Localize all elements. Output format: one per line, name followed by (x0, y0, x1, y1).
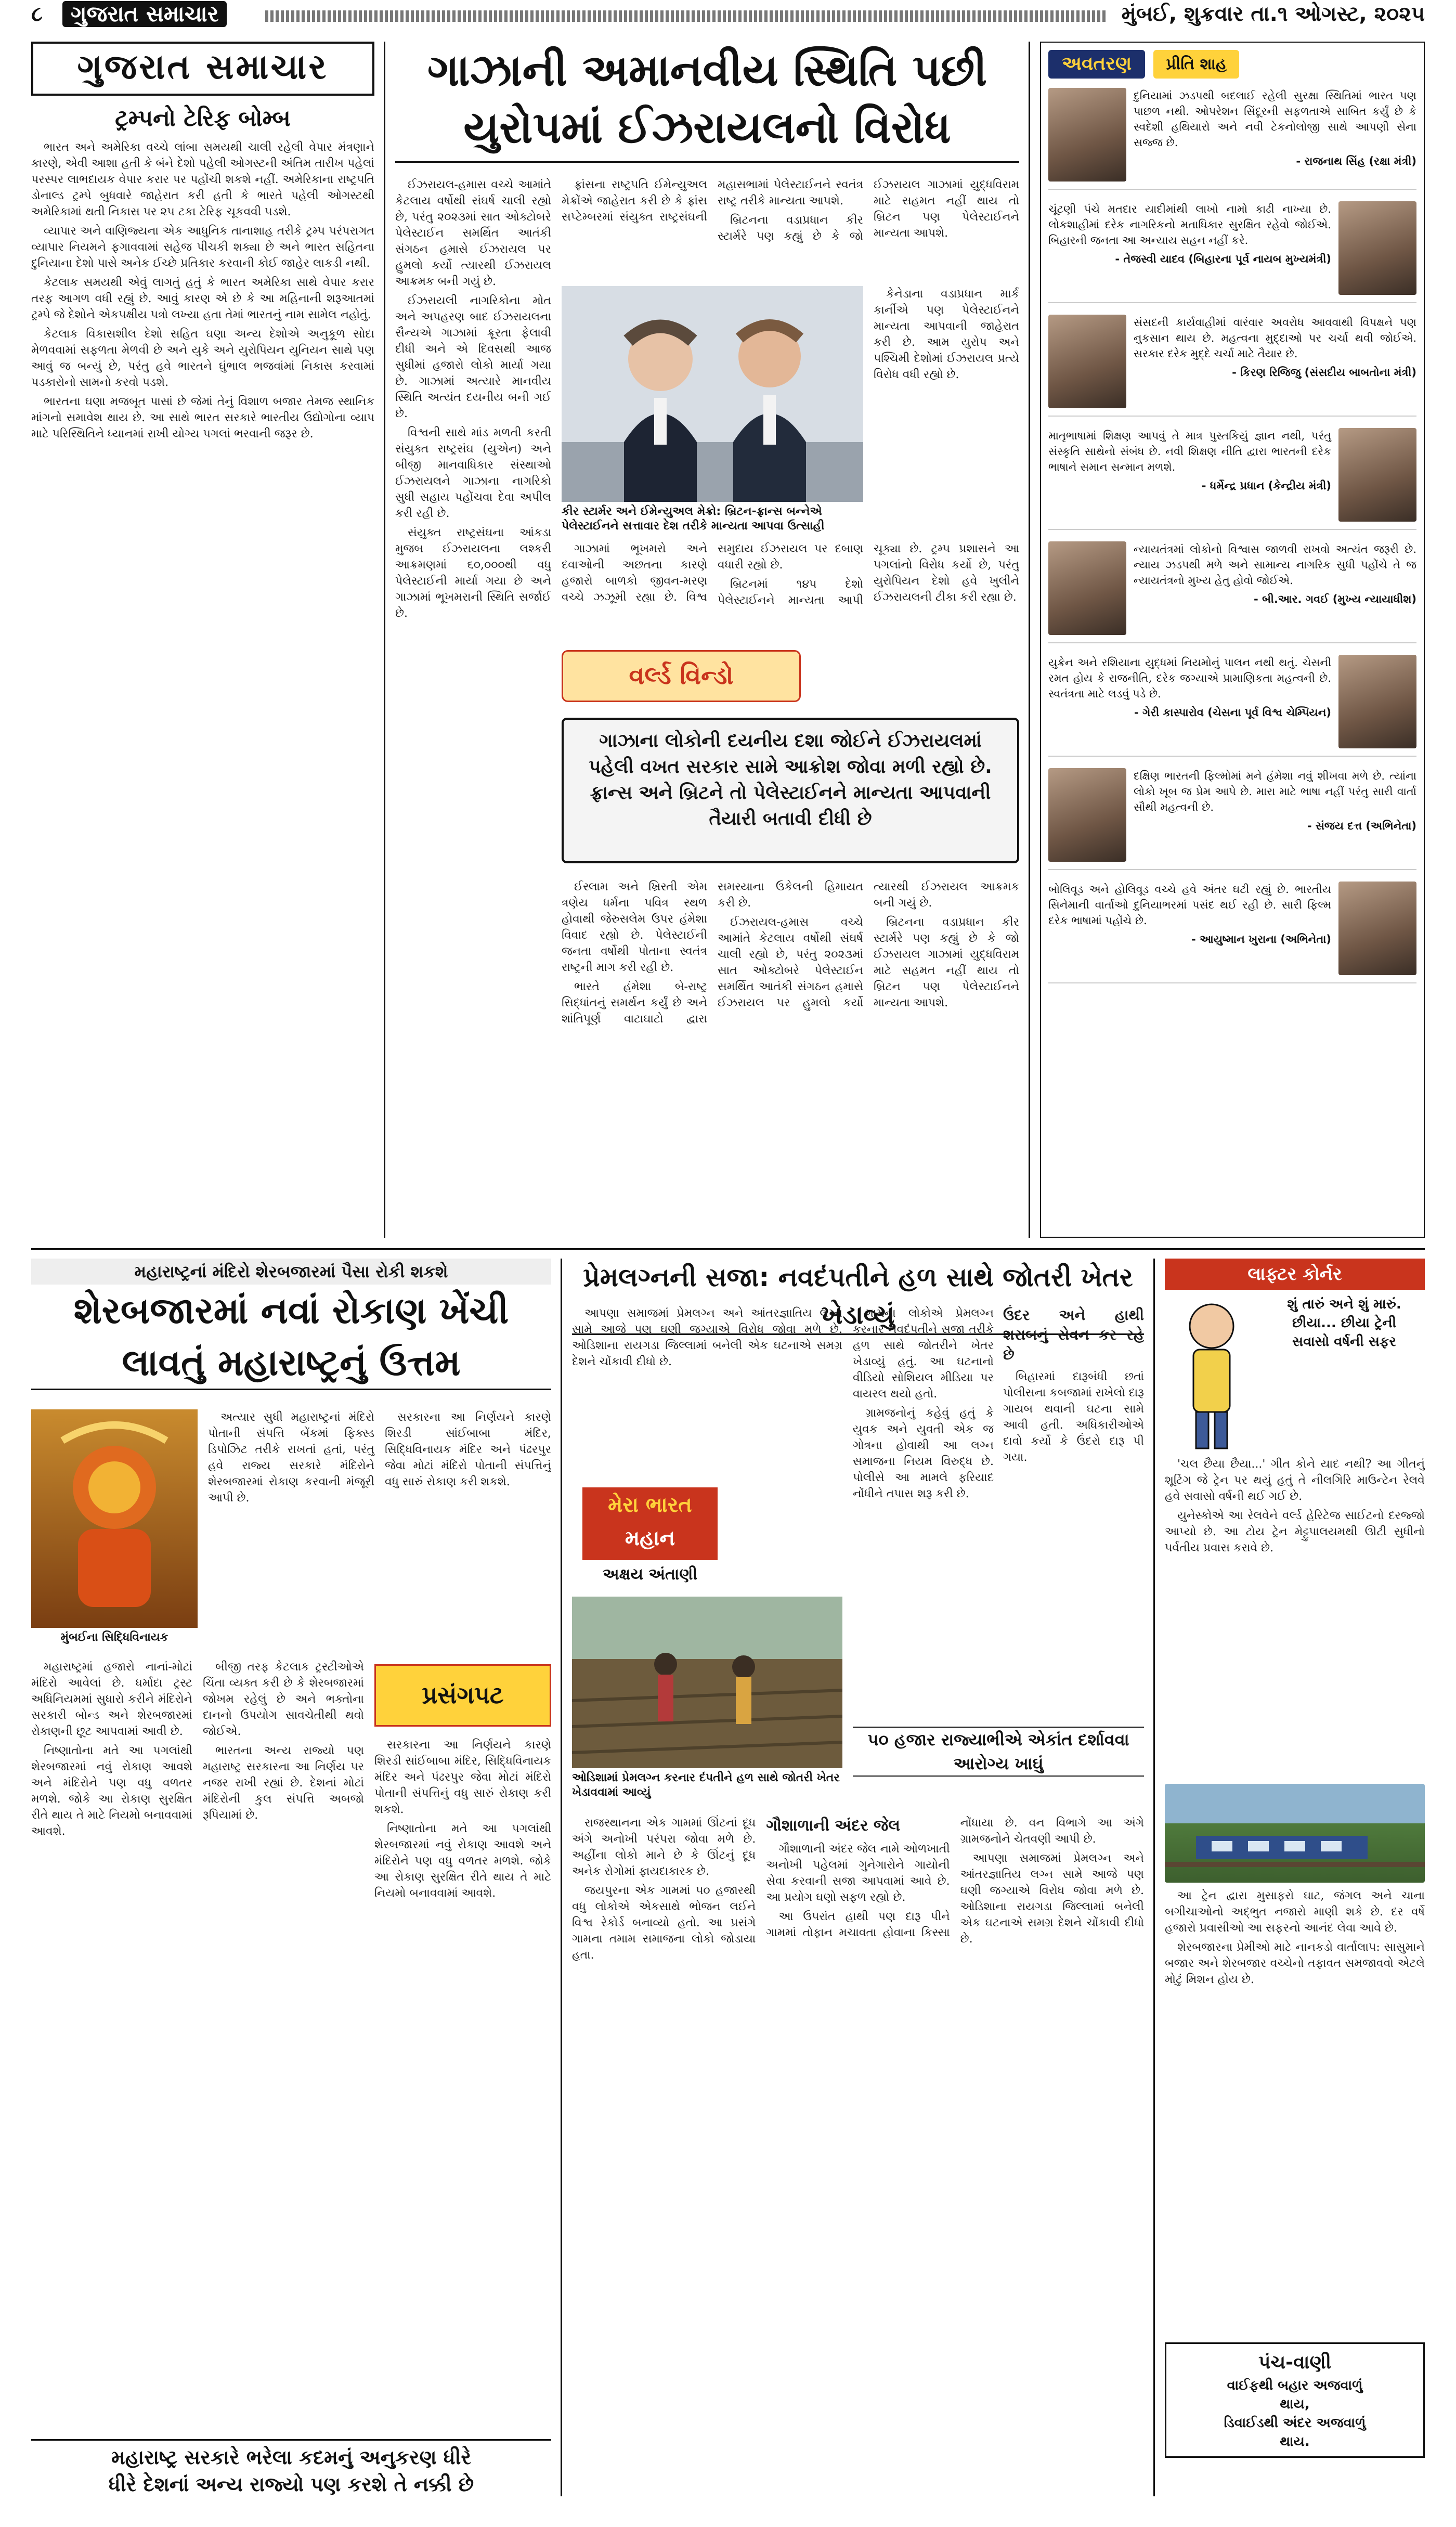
quote-item (1048, 655, 1416, 757)
quote-byline: - સંજય દત્ત (અભિનેતા) (1307, 820, 1416, 832)
lead-paragraph: કેનેડાના વડાપ્રધાન માર્ક કાર્નીએ પણ પેલેસ્ટાઈનને માન્યતા આપવાની જાહેરાત કરી છે. આમ યુરોપ અને પશ્ચિમી દેશોમાં ઈઝરાયલ પ્રત્યે વિરોધ વધી રહ્યો છે. (874, 288, 1019, 381)
column-divider (561, 1259, 562, 2496)
quote-text: ચૂંટણી પંચે મતદાર યાદીમાંથી લાખો નામો કાઢી નાખ્યા છે. લોકશાહીમાં દરેક નાગરિકનો મતાધિકાર સુરક્ષિત રહેવો જોઈએ. બિહારની જનતા આ અન્યાય સહન નહીં કરે. (1048, 203, 1331, 247)
maharashtra-closing-line1: મહારાષ્ટ્ર સરકારે ભરેલા કદમનું અનુકરણ ધીરે (111, 2446, 472, 2469)
editorial-paragraph: કેટલાક સમયથી એવું લાગતું હતું કે ભારત અમેરિકા સાથે વેપાર કરાર તરફ આગળ વધી રહ્યું છે. આવું કારણ એ છે કે આ મહિનાની શરૂઆતમાં ટ્રમ્પે જે દેશોને એકપક્ષીય પત્રો લખ્યા હતા તેમાં ભારતનું નામ સામેલ નહોતું. (31, 276, 374, 321)
leaders-photo-illustration (562, 286, 863, 502)
balloon-line: સવાસો વર્ષની સફર (1292, 1334, 1396, 1350)
premlagna-subheadline-2: ગૌશાળાની અંદર જેલ (766, 1817, 900, 1835)
quote-byline: - ધર્મેન્દ્ર પ્રધાન (કેન્દ્રીય મંત્રી) (1201, 480, 1331, 492)
field-photo (572, 1597, 842, 1768)
quote-text-block (1048, 201, 1331, 295)
lead-paragraph: ઈસ્લામ અને ખ્રિસ્તી એમ ત્રણેય ધર્મના પવિત્ર સ્થળ હોવાથી જેરુસલેમ ઉપર હંમેશા વિવાદ રહ્યો છે. પેલેસ્ટાઈની જનતા વર્ષોથી પોતાના સ્વતંત્ર રાષ્ટ્રની માગ કરી રહી છે. (562, 880, 707, 974)
editorial-paragraph: ભારત અને અમેરિકા વચ્ચે લાંબા સમયથી ચાલી રહેલી વેપાર મંત્રણાને કારણે, એવી આશા હતી કે બંને દેશો પહેલી ઓગસ્ટની અંતિમ તારીખ પહેલાં પરસ્પર લાભદાયક વેપાર કરાર પર પહોંચી શકશે નહીં. અમેરિકાના રાષ્ટ્રપતિ ડોનાલ્ડ ટ્રમ્પે બુધવારે જાહેરાત કરી હતી કે ભારતે પહેલી ઓગસ્ટથી અમેરિકામાં થતી નિકાસ પર ૨૫ ટકા ટેરિફ ચૂકવવી પડશે. (31, 141, 374, 218)
cartoon-balloon (1264, 1295, 1425, 1451)
premlagna-paragraph: આપણા સમાજમાં પ્રેમલગ્ન અને આંતરજ્ઞાતિય લગ્ન સામે આજે પણ ઘણી જગ્યાએ વિરોધ જોવા મળે છે. ઓડિશાના રાયગડા જિલ્લામાં બનેલી એક ઘટનાએ સમગ્ર દેશને ચોંકાવી દીધો છે. (960, 1852, 1144, 1946)
premlagna-subheadline: ૫૦ હજાર રાજ્યાભીએ એકાંત દર્શાવવા આરોગ્ય ખાઘું (853, 1727, 1144, 1777)
maharashtra-closing-line2: ધીરે દેશનાં અન્ય રાજ્યો પણ કરશે તે નક્કી છે (108, 2473, 474, 2496)
premlagna-intro (572, 1305, 842, 1482)
premlagna-paragraph: બિહારમાં દારૂબંધી છતાં પોલીસના કબજામાં રાખેલો દારૂ ગાયબ થવાની ઘટના સામે આવી હતી. અધિકારીઓએ દાવો કર્યો કે ઉંદરો દારૂ પી ગયા. (1003, 1370, 1144, 1464)
maharashtra-top-text (208, 1409, 551, 1628)
editorial-paragraph: કેટલાક વિકાસશીલ દેશો સહિત ઘણા અન્ય દેશોએ અનુકૂળ સોદા મેળવવામાં સફળતા મેળવી છે અને યુકે અને યુરોપિયન યુનિયન સાથે પણ આવું જ બન્યું છે, પરંતુ હવે ભારતને ઘુંભાલ ભજવાંમાં નિકાસ કરવામાં પડકારોનો સામનો કરવો પડશે. (31, 328, 374, 389)
portrait-photo (1048, 541, 1126, 635)
maharashtra-story (31, 1259, 551, 2496)
quote-text: માતૃભાષામાં શિક્ષણ આપવું તે માત્ર પુસ્તકિયું જ્ઞાન નથી, પરંતુ સંસ્કૃતિ સાથેનો સંબંધ છે. નવી શિક્ષણ નીતિ દ્વારા ભારતની દરેક ભાષાને સમાન સન્માન મળશે. (1048, 430, 1331, 473)
lead-paragraph: વિશ્વની સાથે માંડ મળતી કરતી સંયુક્ત રાષ્ટ્રસંઘ (યુએન) અને બીજી માનવાધિકાર સંસ્થાઓ ઈઝરાયલને ગાઝાના નાગરિકો સુધી સહાય પહોંચવા દેવા અપીલ કરી રહી છે. (395, 426, 551, 520)
lafter-paragraph: યુનેસ્કોએ આ રેલવેને વર્લ્ડ હેરિટેજ સાઈટનો દરજ્જો આપ્યો છે. આ ટોય ટ્રેન મેટ્ટુપાલયમથી ઊટી સુધીનો પર્વતીય પ્રવાસ કરાવે છે. (1165, 1509, 1425, 1554)
lead-right-block (562, 177, 1019, 1238)
quote-item (1048, 768, 1416, 870)
avtaran-title: અવતરણ (1048, 50, 1145, 79)
prasangpat-label: પ્રસંગપટ (422, 1681, 504, 1709)
lafter-body-2 (1165, 1888, 1425, 2335)
column-divider (1029, 42, 1030, 1238)
lead-paragraph: સંયુક્ત રાષ્ટ્રસંઘના આંકડા મુજબ ઈઝરાયલના લશ્કરી આક્રમણમાં ૬૦,૦૦૦થી વધુ પેલેસ્ટાઈની માર્યા ગયા છે અને ગાઝામાં ભૂખમરાની સ્થિતિ સર્જાઈ છે. (395, 526, 551, 620)
panch-line: વાઈફથી બહાર અજવાળું (1227, 2378, 1363, 2393)
portrait-photo (1048, 768, 1126, 862)
editorial-masthead: ગુજરાત સમાચાર (31, 42, 374, 96)
maharashtra-paragraph: સરકારના આ નિર્ણયને કારણે શિરડી સાંઈબાબા મંદિર, સિદ્ધિવિનાયક મંદિર અને પંઢરપુર જેવા મોટાં મંદિરો પોતાની સંપત્તિનું વધુ સારું રોકાણ કરી શકશે. (374, 1739, 551, 1816)
quote-item (1048, 428, 1416, 530)
lead-top-text (562, 177, 1019, 278)
premlagna-story (572, 1259, 1144, 2496)
premlagna-lower-text (572, 1815, 1144, 2486)
maharashtra-body (31, 1659, 364, 2429)
pull-quote: ગાઝાના લોકોની દયનીય દશા જોઈને ઈઝરાયલમાં પહેલી વખત સરકાર સામે આક્રોશ જોવા મળી રહ્યો છે. ફ્રાન્સ અને બ્રિટને તો પેલેસ્ટાઈનને માન્યતા આપવાની તૈયારી બતાવી દીધી છે (589, 730, 992, 830)
quote-text: દક્ષિણ ભારતની ફિલ્મોમાં મને હંમેશા નવું શીખવા મળે છે. ત્યાંના લોકો ખૂબ જ પ્રેમ આપે છે. મારા માટે ભાષા નહીં પરંતુ સારી વાર્તા સૌથી મહત્વની છે. (1134, 770, 1416, 813)
header-divider (265, 10, 1108, 22)
lead-headline-line1: ગાઝાની અમાનવીય સ્થિતિ પછી (427, 45, 987, 96)
quote-text-block (1048, 428, 1331, 522)
page-number: ૮ (31, 2, 43, 26)
premlagna-paragraph: જયપુરના એક ગામમાં ૫૦ હજારથી વધુ લોકોએ એકસાથે ભોજન લઈને વિશ્વ રેકોર્ડ બનાવ્યો હતો. આ પ્રસંગે ગામના તમામ સમાજના લોકો જોડાયા હતા. (572, 1884, 756, 1962)
mera-bharat-badge (582, 1487, 718, 1560)
premlagna-paragraph: રાજસ્થાનના એક ગામમાં ઊંટનાં દૂધ અંગે અનોખી પરંપરા જોવા મળે છે. અહીંના લોકો માને છે કે ઊંટનું દૂધ અનેક રોગોમાં ફાયદાકારક છે. (572, 1817, 756, 1878)
lead-headline-line2: યુરોપમાં ઈઝરાયલનો વિરોધ (395, 99, 1019, 163)
quote-item (1048, 882, 1416, 983)
quote-byline: - તેજસ્વી યાદવ (બિહારના પૂર્વ નાયબ મુખ્યમંત્રી) (1115, 253, 1331, 265)
maharashtra-paragraph: નિષ્ણાતોના મતે આ પગલાંથી શેરબજારમાં નવું રોકાણ આવશે અને મંદિરોને પણ વધુ વળતર મળશે. જોકે આ રોકાણ સુરક્ષિત રીતે થાય તે માટે નિયમો બનાવવામાં આવશે. (374, 1822, 551, 1900)
premlagna-subheadline-3: ઉંદર અને હાથી શરાબનું સેવન કર રહે છે (1003, 1306, 1144, 1363)
portrait-photo (1338, 428, 1416, 522)
premlagna-headline: પ્રેમલગ્નની સજા: નવદંપતીને હળ સાથે જોતરી ખેતર ખેડાવ્યું (572, 1259, 1144, 1335)
quote-text-block (1134, 315, 1416, 408)
maharashtra-paragraph: સરકારના આ નિર્ણયને કારણે શિરડી સાંઈબાબા મંદિર, સિદ્ધિવિનાયક મંદિર અને પંઢરપુર જેવા મોટાં મંદિરો પોતાની સંપત્તિનું વધુ સારું રોકાણ કરી શકશે. (385, 1411, 551, 1488)
premlagna-author: અક્ષય અંતાણી (602, 1565, 698, 1584)
editorial-paragraph: ભારતના ઘણા મજબૂત પાસાં છે જેમાં તેનું વિશાળ બજાર તેમજ સ્થાનિક માંગનો સમાવેશ થાય છે. આ સાથે ભારત સરકારે ભારતીય ઉદ્યોગોના વ્યાપ માટે પરિસ્થિતિને ધ્યાનમાં રાખી યોગ્ય પગલાં ભરવાની જરૂર છે. (31, 395, 374, 440)
quote-text: ન્યાયતંત્રમાં લોકોનો વિશ્વાસ જાળવી રાખવો અત્યંત જરૂરી છે. ન્યાય ઝડપથી મળે અને સામાન્ય નાગરિક સુધી પહોંચે તે જ ન્યાયતંત્રનો મુખ્ય હેતુ હોવો જોઈએ. (1134, 543, 1416, 587)
maharashtra-kicker: મહારાષ્ટ્રનાં મંદિરો શેરબજારમાં પૈસા રોકી શકશે (31, 1259, 551, 1285)
maharashtra-headline-line1: શેરબજારમાં નવાં રોકાણ ખેંચી (73, 1289, 509, 1332)
quote-text: યુક્રેન અને રશિયાના યુદ્ધમાં નિયમોનું પાલન નથી થતું. ચેસની રમત હોય કે રાજનીતિ, દરેક જગ્યાએ પ્રામાણિકતા મહત્વની છે. સ્વતંત્રતા માટે લડવું પડે છે. (1048, 656, 1331, 700)
cartoon-area (1165, 1295, 1425, 1451)
lead-paragraph: ઈઝરાયલ-હમાસ વચ્ચે આમાંતે કેટલાય વર્ષોથી સંઘર્ષ ચાલી રહ્યો છે, પરંતુ ૨૦૨૩માં સાત ઓક્ટોબરે પેલેસ્ટાઈન સમર્થિત આતંકી સંગઠન હમાસે ઈઝરાયલ પર હુમલો કર્યો ત્યારથી ઈઝરાયલ આક્રમક બની ગયું છે. (395, 178, 551, 288)
quote-text-block (1134, 768, 1416, 862)
quote-item (1048, 88, 1416, 190)
lead-paragraph: ફ્રાંસના રાષ્ટ્રપતિ ઈમેન્યુઅલ મેક્રોંએ જાહેરાત કરી છે કે ફ્રાંસ સપ્ટેમ્બરમાં સંયુક્ત રાષ્ટ્રસંઘની મહાસભામાં પેલેસ્ટાઈનને સ્વતંત્ર રાષ્ટ્ર તરીકે માન્યતા આપશે. (562, 178, 863, 224)
quote-text: બોલિવૂડ અને હોલિવૂડ વચ્ચે હવે અંતર ઘટી રહ્યું છે. ભારતીય સિનેમાની વાર્તાઓ દુનિયાભરમાં પસંદ થઈ રહી છે. સારી ફિલ્મ દરેક ભાષામાં પહોંચે છે. (1048, 883, 1331, 927)
premlagna-body (853, 1305, 1144, 1721)
quote-text: સંસદની કાર્યવાહીમાં વારંવાર અવરોધ આવવાથી વિપક્ષને પણ નુકસાન થાય છે. મહત્વના મુદ્દાઓ પર ચર્ચા થવી જોઈએ. સરકાર દરેક મુદ્દે ચર્ચા માટે તૈયાર છે. (1134, 316, 1416, 360)
lafter-paragraph: શેરબજારના પ્રેમીઓ માટે નાનકડો વાર્તાલાપ: સાસુમાને બજાર અને શેરબજાર વચ્ચેનો તફાવત સમજાવવો એટલે મોટું મિશન હોય છે. (1165, 1941, 1425, 1986)
panch-line: થાય, (1280, 2396, 1310, 2412)
panch-vani-box (1165, 2342, 1425, 2458)
maharashtra-side-text (374, 1737, 551, 2429)
quote-byline: - રાજનાથ સિંહ (રક્ષા મંત્રી) (1296, 155, 1416, 167)
maharashtra-paragraph: અત્યાર સુધી મહારાષ્ટ્રનાં મંદિરો પોતાની સંપત્તિ બેંકમાં ફિક્સ્ડ ડિપોઝિટ તરીકે રાખતાં હતાં, પરંતુ હવે રાજ્ય સરકારે મંદિરોને શેરબજારમાં રોકાણ કરવાની મંજૂરી આપી છે. (208, 1411, 374, 1505)
quote-text-block (1134, 88, 1416, 182)
mera-bharat-label-line1: મેરા ભારત (608, 1493, 692, 1517)
lafter-body (1165, 1456, 1425, 1779)
header-paper-name: ગુજરાત સમાચાર (62, 1, 227, 27)
portrait-photo (1338, 882, 1416, 975)
lead-paragraph: બ્રિટનમાં ૧૪૫ દેશો પેલેસ્ટાઈનને માન્યતા આપી ચૂક્યા છે. ટ્રમ્પ પ્રશાસને આ પગલાંનો વિરોધ કર્યો છે, પરંતુ યુરોપિયન દેશો હવે ખુલીને ઈઝરાયલની ટીકા કરી રહ્યા છે. (718, 542, 1019, 607)
portrait-photo (1338, 201, 1416, 295)
world-window-badge (562, 650, 801, 702)
maharashtra-headline-line2: લાવતું મહારાષ્ટ્રનું ઉત્તમ (31, 1337, 551, 1390)
avtaran-header (1048, 50, 1416, 79)
leaders-photo-caption: કીર સ્ટાર્મર અને ઈમેન્યુઅલ મેક્રો: બ્રિટન-ફ્રાન્સ બન્નેએ પેલેસ્ટાઈનને સત્તાવાર દેશ તરીકે માન્યતા આપવા ઉત્સાહી (562, 505, 825, 533)
panch-line: થાય. (1280, 2434, 1310, 2450)
portrait-photo (1338, 655, 1416, 748)
quote-text-block (1048, 655, 1331, 748)
panch-vani-title: પંચ-વાણી (1258, 2352, 1332, 2373)
lafter-corner (1165, 1259, 1425, 2496)
mera-bharat-label-line2: મહાન (625, 1526, 675, 1550)
field-photo-caption: ઓડિશામાં પ્રેમલગ્ન કરનાર દંપતીને હળ સાથે જોતરી ખેતર ખેડાવવામાં આવ્યું (572, 1771, 840, 1799)
quote-item (1048, 541, 1416, 643)
lead-column-1 (395, 177, 551, 1238)
field-illustration (572, 1597, 842, 1768)
lead-story (395, 42, 1019, 1238)
lead-paragraph: ઈઝરાયલ-હમાસ વચ્ચે આમાંતે કેટલાય વર્ષોથી સંઘર્ષ ચાલી રહ્યો છે, પરંતુ ૨૦૨૩માં સાત ઓક્ટોબરે પેલેસ્ટાઈન સમર્થિત આતંકી સંગઠન હમાસે ઈઝરાયલ પર હુમલો કર્યો ત્યારથી ઈઝરાયલ આક્રમક બની ગયું છે. (718, 880, 1019, 1009)
lafter-paragraph: 'ચલ છૈયા છૈયા...' ગીત કોને યાદ નથી? આ ગીતનું શૂટિંગ જે ટ્રેન પર થયું હતું તે નીલગિરિ માઉન્ટેન રેલવે હવે સવાસો વર્ષની થઈ ગઈ છે. (1165, 1458, 1425, 1503)
quote-item (1048, 201, 1416, 303)
maharashtra-paragraph: બીજી તરફ કેટલાક ટ્રસ્ટીઓએ ચિંતા વ્યક્ત કરી છે કે શેરબજારમાં જોખમ રહેલું છે અને ભક્તોના દાનનો ઉપયોગ સાવચેતીથી થવો જોઈએ. (203, 1661, 364, 1738)
premlagna-paragraph: ગામના લોકોએ પ્રેમલગ્ન કરનાર નવદંપતીને સજા તરીકે હળ સાથે જોતરીને ખેતર ખેડાવ્યું હતું. આ ઘટનાનો વીડિયો સોશિયલ મીડિયા પર વાયરલ થયો હતો. (853, 1307, 994, 1401)
quote-text-block (1048, 882, 1331, 975)
dateline: મુંબઈ, શુક્રવાર તા.૧ ઓગસ્ટ, ૨૦૨૫ (1121, 2, 1425, 26)
lafter-paragraph: આ ટ્રેન દ્વારા મુસાફરો ઘાટ, જંગલ અને ચાના બગીચાઓનો અદ્ભુત નજારો માણી શકે છે. દર વર્ષે હજારો પ્રવાસીઓ આ સફરનો આનંદ લેવા આવે છે. (1165, 1889, 1425, 1935)
maharashtra-paragraph: નિષ્ણાતોના મતે આ પગલાંથી શેરબજારમાં નવું રોકાણ આવશે અને મંદિરોને પણ વધુ વળતર મળશે. જોકે આ રોકાણ સુરક્ષિત રીતે થાય તે માટે નિયમો બનાવવામાં આવશે. (31, 1744, 192, 1838)
train-photo (1165, 1784, 1425, 1883)
lead-paragraph: બ્રિટનના વડાપ્રધાન કીર સ્ટાર્મરે પણ કહ્યું છે કે જો ઈઝરાયલ ગાઝામાં યુદ્ધવિરામ માટે સહમત નહીં થાય તો બ્રિટન પણ પેલેસ્ટાઈનને માન્યતા આપશે. (718, 178, 1019, 243)
maharashtra-paragraph: મહારાષ્ટ્રમાં હજારો નાનાં-મોટાં મંદિરો આવેલાં છે. ધર્માદા ટ્રસ્ટ અધિનિયમમાં સુધારો કરીને મંદિરોને સરકારી બોન્ડ અને શેરબજારમાં રોકાણની છૂટ આપવામાં આવી છે. (31, 1661, 192, 1738)
lead-side-text (874, 286, 1019, 530)
premlagna-paragraph: આપણા સમાજમાં પ્રેમલગ્ન અને આંતરજ્ઞાતિય લગ્ન સામે આજે પણ ઘણી જગ્યાએ વિરોધ જોવા મળે છે. ઓડિશાના રાયગડા જિલ્લામાં બનેલી એક ઘટનાએ સમગ્ર દેશને ચોંકાવી દીધો છે. (572, 1307, 842, 1368)
section-divider (31, 1248, 1425, 1250)
lead-bottom-text (562, 879, 1019, 1238)
leaders-photo (562, 286, 863, 502)
temple-photo-caption: મુંબઈના સિદ્ધિવિનાયક (60, 1631, 168, 1644)
quote-byline: - કિરણ રિજિજુ (સંસદીય બાબતોના મંત્રી) (1232, 366, 1416, 379)
avtaran-column (1040, 42, 1425, 1238)
lead-paragraph: ઈઝરાયલી નાગરિકોના મોત અને અપહરણ બાદ ઈઝરાયલના સૈન્યએ ગાઝામાં ક્રૂરતા ફેલાવી દીધી અને એ દિવસથી આજ સુધીમાં હજારો લોકો માર્યા ગયા છે. ગાઝામાં અત્યારે માનવીય સ્થિતિ અત્યંત દયનીય બની ગઈ છે. (395, 294, 551, 420)
panch-line: ડિવાઈડથી અંદર અજવાળું (1224, 2415, 1366, 2431)
editorial-title: ટ્રમ્પનો ટેરિફ બોમ્બ (115, 105, 291, 132)
maharashtra-closing (31, 2439, 551, 2496)
train-illustration (1165, 1784, 1425, 1883)
balloon-line: શું તારું અને શું મારું. (1287, 1297, 1401, 1312)
prasangpat-badge (374, 1664, 551, 1727)
editorial-body (31, 139, 374, 442)
premlagna-paragraph: ગૌશાળાની અંદર જેલ નામે ઓળખાતી અનોખી પહેલમાં ગુનેગારોને ગાયોની સેવા કરવાની સજા આપવામાં આવે છે. આ પ્રયોગ ઘણો સફળ રહ્યો છે. (766, 1843, 950, 1904)
idol-illustration (31, 1409, 198, 1628)
balloon-line: છીયા... છીયા ટ્રેની (1292, 1315, 1397, 1331)
lead-paragraph: બ્રિટનના વડાપ્રધાન કીર સ્ટાર્મરે પણ કહ્યું છે કે જો ઈઝરાયલ ગાઝામાં યુદ્ધવિરામ માટે સહમત નહીં થાય તો બ્રિટન પણ પેલેસ્ટાઈનને માન્યતા આપશે. (874, 916, 1019, 1009)
lead-paragraph: ગાઝામાં ભૂખમરો અને દવાઓની અછતના કારણે હજારો બાળકો જીવન-મરણ વચ્ચે ઝઝૂમી રહ્યા છે. વિશ્વ સમુદાય ઈઝરાયલ પર દબાણ વધારી રહ્યો છે. (562, 542, 863, 604)
column-divider (1153, 1259, 1155, 2496)
editorial-column (31, 42, 374, 1238)
temple-photo (31, 1409, 198, 1628)
column-divider (384, 42, 385, 1238)
quote-byline: - આયુષ્માન ખુરાના (અભિનેતા) (1191, 933, 1331, 945)
cartoon-figure (1165, 1295, 1258, 1451)
lead-mid-text (562, 541, 1019, 645)
editorial-paragraph: વ્યાપાર અને વાણિજ્યના એક આધુનિક તાનાશાહ તરીકે ટ્રમ્પ પરંપરાગત વ્યાપાર નિયમને ફગાવવામાં સહેજ પીચકી શક્યા છે અને ભારત સહિતના દુનિયાના દેશો પાસે અનેક ઈચ્છે પ્રતિકાર કરવાની કોઈ જાહેર લાકડી નથી. (31, 225, 374, 270)
quote-text: દુનિયામાં ઝડપથી બદલાઈ રહેલી સુરક્ષા સ્થિતિમાં ભારત પણ પાછળ નથી. ઓપરેશન સિંદૂરની સફળતાએ સાબિત કર્યું છે કે સ્વદેશી હથિયારો અને નવી ટેકનોલોજી સાથે આપણી સેના સજ્જ છે. (1134, 89, 1416, 149)
lafter-title: લાફ્ટર કોર્નર (1165, 1259, 1425, 1290)
page-header (0, 0, 1456, 32)
quote-text-block (1134, 541, 1416, 635)
quote-item (1048, 315, 1416, 417)
premlagna-paragraph: આ ઉપરાંત હાથી પણ દારૂ પીને ગામમાં તોફાન મચાવતા હોવાના કિસ્સા નોંધાયા છે. વન વિભાગે આ અંગે ગ્રામજનોને ચેતવણી આપી છે. (766, 1817, 1144, 1939)
maharashtra-paragraph: ભારતના અન્ય રાજ્યો પણ મહારાષ્ટ્ર સરકારના આ નિર્ણય પર નજર રાખી રહ્યાં છે. દેશનાં મોટાં મંદિરોની કુલ સંપત્તિ અબજો રૂપિયામાં છે. (203, 1744, 364, 1822)
avtaran-author: પ્રીતિ શાહ (1153, 50, 1239, 79)
quote-byline: - બી.આર. ગવઈ (મુખ્ય ન્યાયાધીશ) (1254, 593, 1416, 605)
world-window-label: વર્લ્ડ વિન્ડો (629, 661, 734, 690)
portrait-photo (1048, 315, 1126, 408)
quote-byline: - ગેરી કાસ્પારોવ (ચેસના પૂર્વ વિશ્વ ચેમ્પિયન) (1134, 706, 1331, 719)
portrait-photo (1048, 88, 1126, 182)
pull-quote-box (562, 718, 1019, 863)
premlagna-paragraph: ગ્રામજનોનું કહેવું હતું કે યુવક અને યુવતી એક જ ગોત્રના હોવાથી આ લગ્ન સમાજના નિયમ વિરુદ્ધ છે. પોલીસે આ મામલે ફરિયાદ નોંધીને તપાસ શરૂ કરી છે. (853, 1407, 994, 1500)
lead-paragraph: ભારતે હંમેશા બે-રાષ્ટ્ર સિદ્ધાંતનું સમર્થન કર્યું છે અને શાંતિપૂર્ણ વાટાઘાટો દ્વારા સમસ્યાના ઉકેલની હિમાયત કરી છે. (562, 880, 863, 1026)
